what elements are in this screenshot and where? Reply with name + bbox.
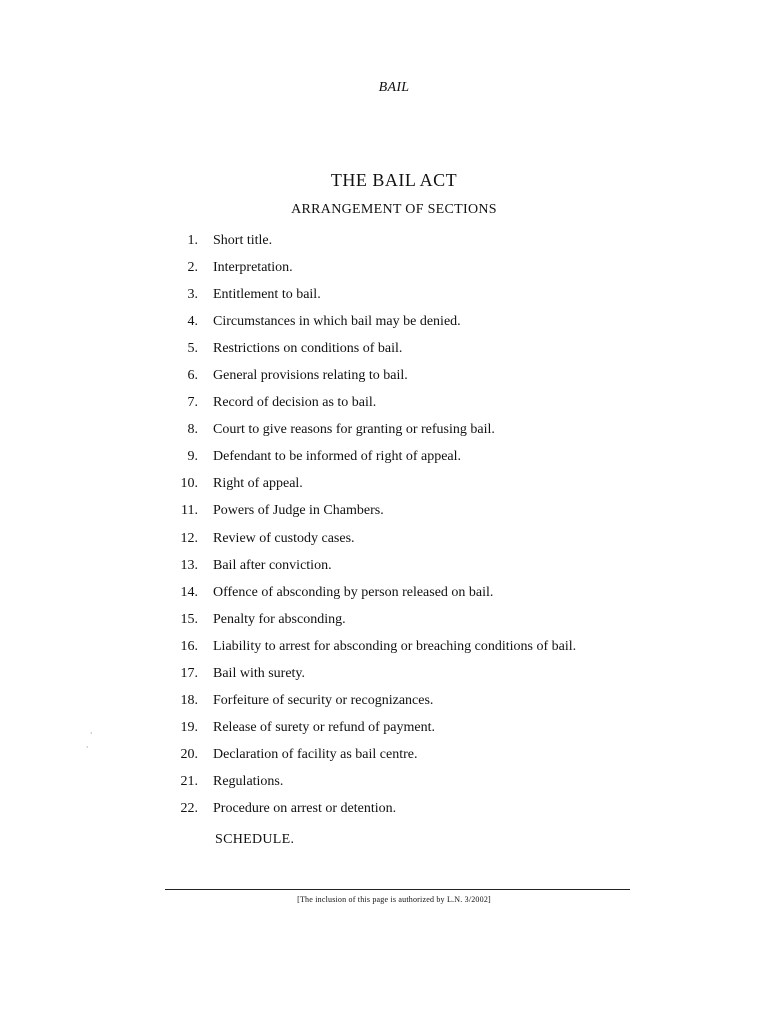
section-item: [170, 720, 576, 747]
section-list: [170, 233, 576, 828]
section-title: Forfeiture of security or recognizances.: [213, 692, 434, 708]
schedule-label: SCHEDULE.: [215, 832, 295, 847]
section-item: [170, 449, 576, 476]
section-title: Short title.: [213, 233, 273, 248]
section-item: [170, 503, 576, 530]
section-number: 8.: [187, 422, 198, 438]
section-number: 11.: [181, 503, 198, 519]
section-item: [170, 774, 576, 801]
section-title: Regulations.: [213, 773, 284, 789]
section-number: 16.: [180, 638, 198, 654]
section-title: Bail with surety.: [213, 665, 306, 681]
section-title: Procedure on arrest or detention.: [213, 800, 397, 816]
section-number: 21.: [180, 773, 198, 789]
section-title: Right of appeal.: [213, 476, 303, 492]
scan-speck-mark: ⸱: [90, 729, 93, 739]
section-number: 18.: [180, 692, 198, 708]
section-title: Penalty for absconding.: [213, 611, 346, 627]
section-number: 17.: [180, 665, 198, 681]
section-number: 9.: [187, 449, 198, 465]
section-title: Court to give reasons for granting or refusing bail.: [213, 422, 495, 438]
section-item: [170, 801, 576, 828]
section-number: 1.: [187, 233, 198, 248]
section-number: 20.: [180, 746, 198, 762]
section-item: [170, 693, 576, 720]
section-title: Release of surety or refund of payment.: [213, 719, 435, 735]
section-number: 3.: [187, 287, 198, 303]
section-title: Bail after conviction.: [213, 557, 332, 573]
section-item: [170, 287, 576, 314]
section-item: [170, 531, 576, 558]
section-title: Declaration of facility as bail centre.: [213, 746, 418, 762]
section-number: 10.: [180, 476, 198, 492]
section-item: [170, 612, 576, 639]
section-title: Record of decision as to bail.: [213, 395, 377, 411]
section-item: [170, 314, 576, 341]
footer-divider: [165, 889, 630, 890]
section-title: Entitlement to bail.: [213, 287, 321, 303]
act-title: THE BAIL ACT: [330, 170, 458, 190]
section-item: [170, 558, 576, 585]
section-number: 19.: [180, 719, 198, 735]
section-number: 4.: [187, 314, 198, 330]
section-number: 12.: [180, 530, 198, 546]
section-number: 22.: [180, 800, 198, 816]
section-title: Interpretation.: [213, 260, 293, 276]
arrangement-heading: ARRANGEMENT OF SECTIONS: [291, 202, 497, 217]
running-head: BAIL: [378, 80, 410, 95]
section-title: Review of custody cases.: [213, 530, 355, 546]
section-item: [170, 585, 576, 612]
section-title: General provisions relating to bail.: [213, 368, 408, 384]
section-number: 13.: [180, 557, 198, 573]
section-title: Restrictions on conditions of bail.: [213, 341, 403, 357]
section-item: [170, 747, 576, 774]
section-item: [170, 341, 576, 368]
scan-speck-mark: ⸱: [86, 743, 89, 753]
section-item: [170, 395, 576, 422]
section-item: [170, 368, 576, 395]
section-number: 14.: [180, 584, 198, 600]
footer-note: [The inclusion of this page is authorized by L.N. 3/2002]: [297, 895, 491, 904]
section-item: [170, 639, 576, 666]
section-item: [170, 422, 576, 449]
section-title: Liability to arrest for absconding or breaching conditions of bail.: [213, 638, 577, 654]
section-item: [170, 260, 576, 287]
section-number: 2.: [187, 260, 198, 276]
section-item: [170, 233, 576, 260]
section-title: Offence of absconding by person released on bail.: [213, 584, 494, 600]
section-title: Circumstances in which bail may be denied.: [213, 314, 461, 330]
section-number: 7.: [187, 395, 198, 411]
section-number: 15.: [180, 611, 198, 627]
section-title: Defendant to be informed of right of appeal.: [213, 449, 462, 465]
section-title: Powers of Judge in Chambers.: [213, 503, 384, 519]
section-number: 5.: [187, 341, 198, 357]
section-item: [170, 476, 576, 503]
section-number: 6.: [187, 368, 198, 384]
section-item: [170, 666, 576, 693]
